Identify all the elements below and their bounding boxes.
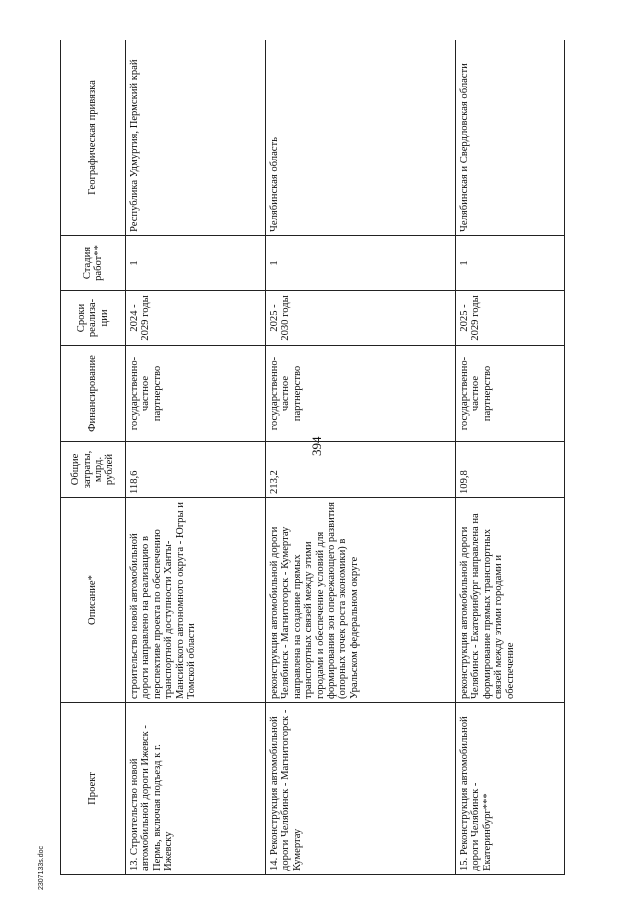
table-stage [60, 40, 565, 875]
cell-description: реконструкция автомобильной дороги Челябинск - Екатеринбург направлена на формирование прямых транспортных связей между этими городами и обеспечение [456, 498, 565, 703]
row-number: 14. [269, 857, 280, 871]
cell-geo: Республика Удмуртия, Пермский край [126, 40, 266, 236]
header-financing: Финансирование [61, 346, 126, 442]
cell-geo: Челябинская область [266, 40, 456, 236]
cell-project [456, 703, 565, 875]
cell-period: 2024 - 2029 годы [126, 291, 266, 346]
cell-financing: государственно-частное партнерство [266, 346, 456, 442]
cell-description: реконструкция автомобильной дороги Челябинск - Магнитогорск - Кумертау направлена на создание прямых транспортных связей между этими городами и обеспечение условий для формирования зон опережающего развития (опорных точек роста экономики) в Уральском федеральном округе [266, 498, 456, 703]
header-stage: Стадия работ** [61, 236, 126, 291]
header-geo: Географическая привязка [61, 40, 126, 236]
cell-stage: 1 [456, 236, 565, 291]
row-number: 13. [129, 857, 140, 871]
header-period: Сроки реализа-ции [61, 291, 126, 346]
cell-period: 2025 - 2030 годы [266, 291, 456, 346]
cell-cost: 118,6 [126, 442, 266, 498]
cell-cost: 109,8 [456, 442, 565, 498]
cell-cost: 213,2 [266, 442, 456, 498]
table-header-row [61, 40, 126, 875]
table-row [456, 40, 565, 875]
header-cost: Общие затраты, млрд. рублей [61, 442, 126, 498]
cell-stage: 1 [126, 236, 266, 291]
cell-description: строительство новой автомобильной дороги направлено на реализацию в перспективе проекта по обеспечению транспортной доступности Ханты-Мансийского автономного округа - Югры и Томской области [126, 498, 266, 703]
project-name: Строительство новой автомобильной дороги Ижевск - Пермь, включая подъезд к г. Ижевску [129, 725, 175, 871]
project-name: Реконструкция автомобильной дороги Челябинск - Екатеринбург*** [459, 716, 493, 871]
cell-financing: государственно-частное партнерство [126, 346, 266, 442]
document-code: 2307133s.doc [38, 846, 45, 890]
header-description: Описание* [61, 498, 126, 703]
cell-project [126, 703, 266, 875]
cell-geo: Челябинская и Свердловская области [456, 40, 565, 236]
projects-table [60, 40, 565, 875]
cell-financing: государственно-частное партнерство [456, 346, 565, 442]
rotated-table-wrapper [60, 40, 565, 875]
table-row [126, 40, 266, 875]
cell-stage: 1 [266, 236, 456, 291]
project-name: Реконструкция автомобильной дороги Челябинск - Магнитогорск - Кумертау [269, 709, 303, 871]
row-number: 15. [459, 857, 470, 871]
cell-period: 2025 - 2029 годы [456, 291, 565, 346]
page-number: 394 [309, 436, 324, 456]
header-project: Проект [61, 703, 126, 875]
table-row [266, 40, 456, 875]
cell-project [266, 703, 456, 875]
